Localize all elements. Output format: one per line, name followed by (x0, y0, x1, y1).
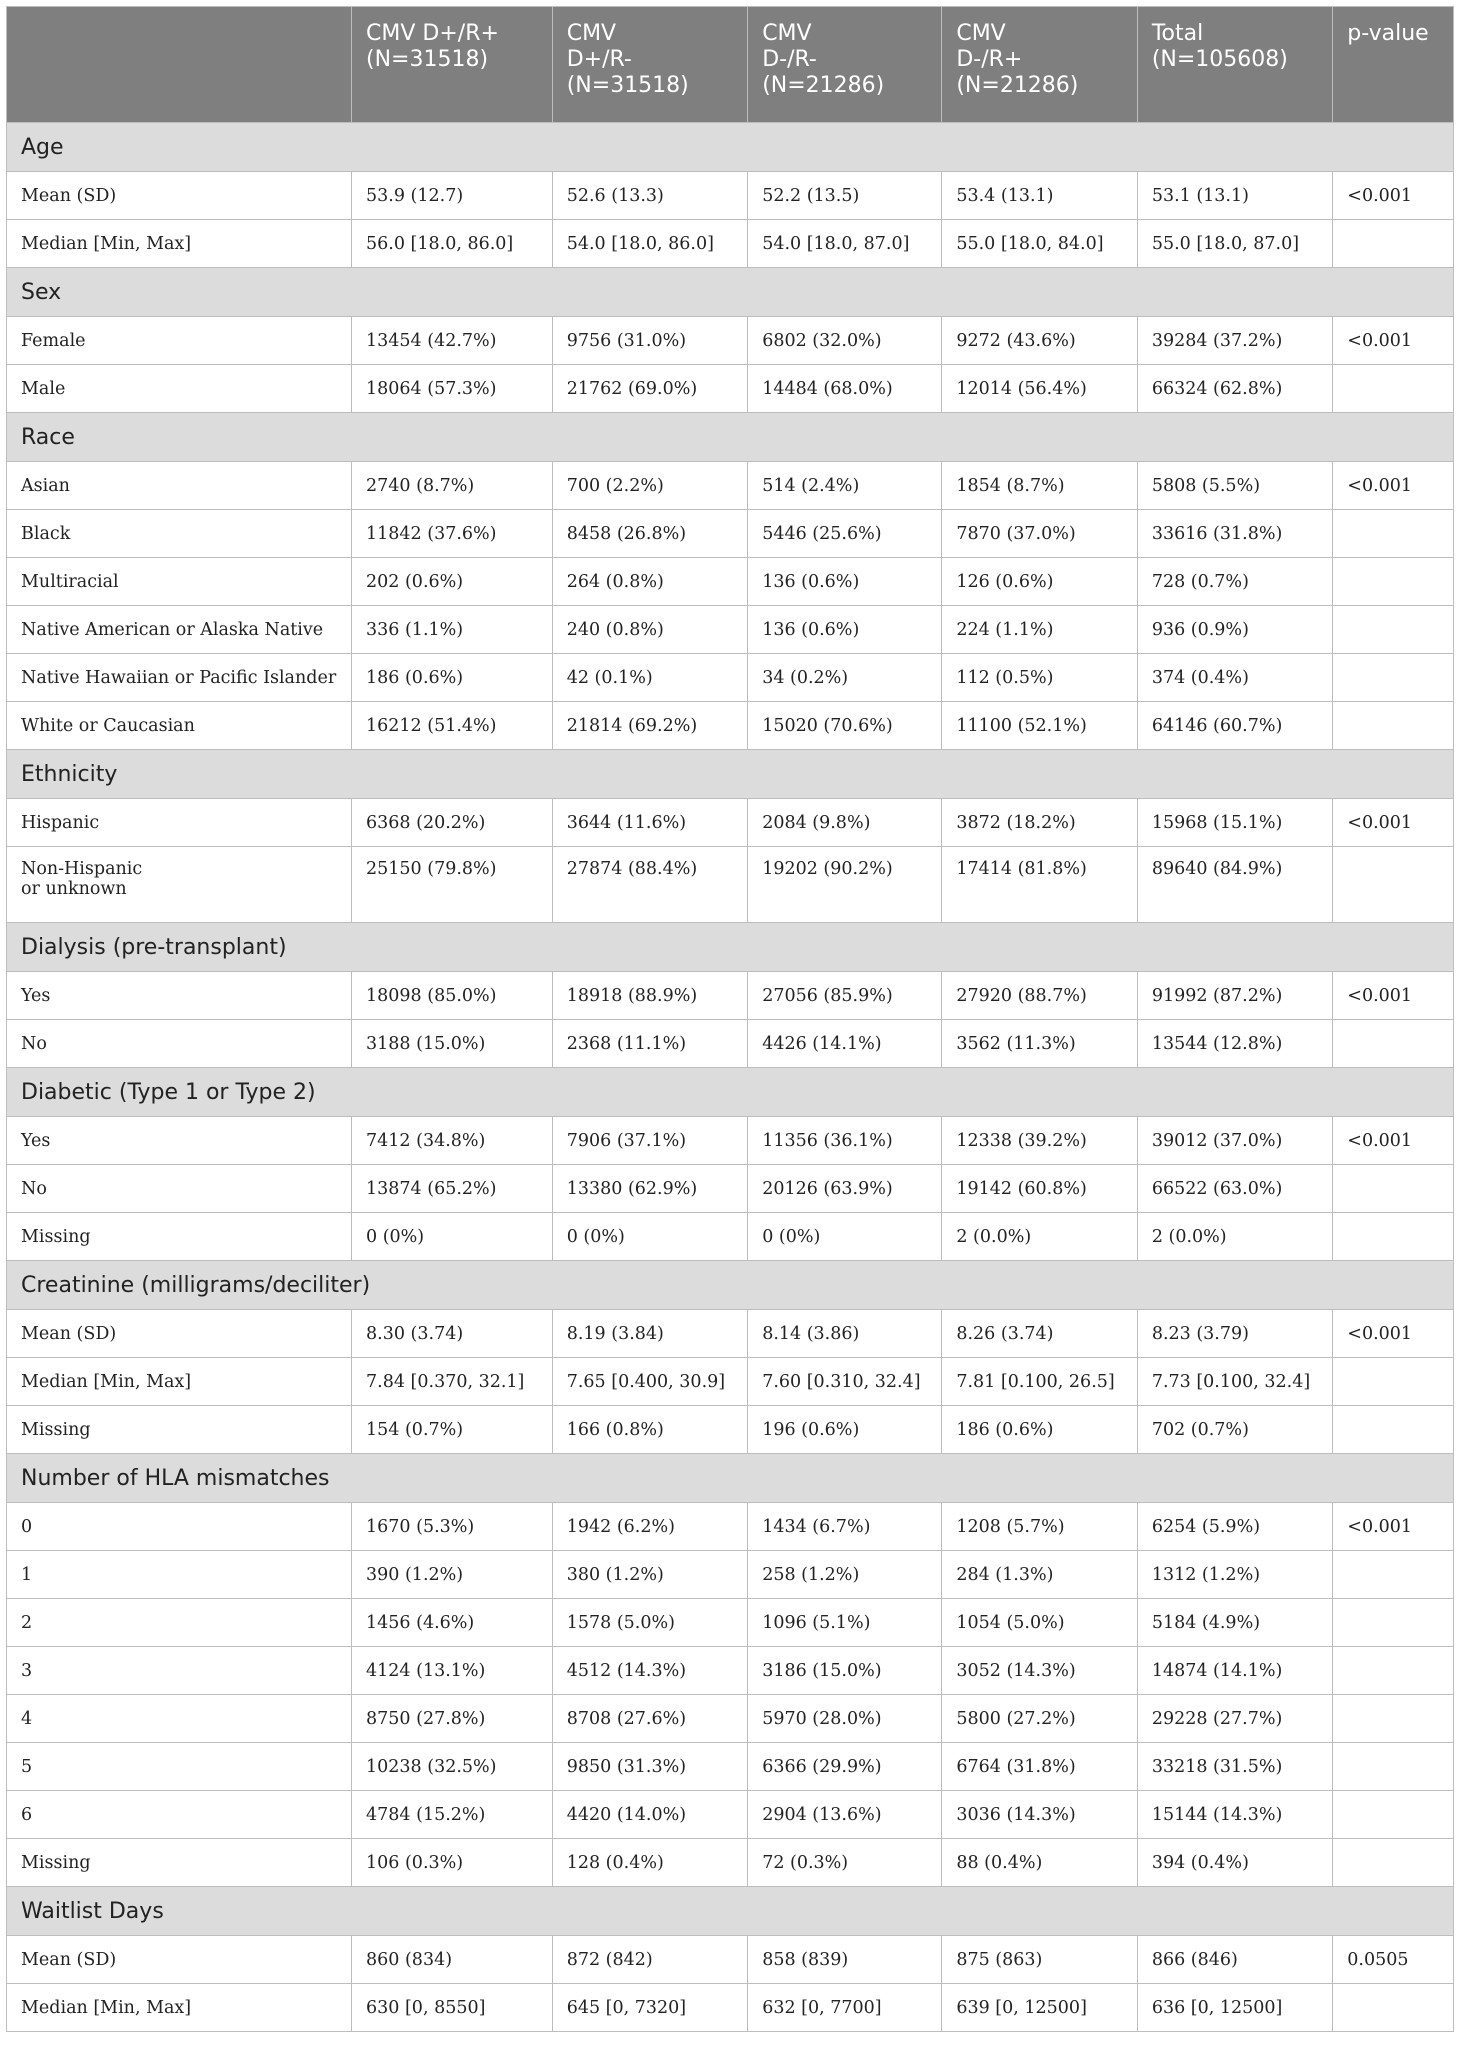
table-cell: 186 (0.6%) (352, 654, 553, 702)
table-cell: 15144 (14.3%) (1137, 1791, 1332, 1839)
table-cell: 6254 (5.9%) (1137, 1503, 1332, 1551)
table-cell: 700 (2.2%) (552, 462, 747, 510)
table-cell: 17414 (81.8%) (942, 847, 1137, 923)
table-cell: 5970 (28.0%) (748, 1695, 942, 1743)
table-cell: 2 (0.0%) (1137, 1213, 1332, 1261)
table-cell: 374 (0.4%) (1137, 654, 1332, 702)
table-cell: 20126 (63.9%) (748, 1165, 942, 1213)
table-row (7, 702, 1454, 750)
table-cell: 872 (842) (552, 1936, 747, 1984)
row-label: Mean (SD) (7, 172, 352, 220)
p-value-cell (1333, 1647, 1454, 1695)
table-cell: 166 (0.8%) (552, 1406, 747, 1454)
p-value-cell (1333, 1984, 1454, 2032)
table-cell: 19142 (60.8%) (942, 1165, 1137, 1213)
table-cell: 8708 (27.6%) (552, 1695, 747, 1743)
p-value-cell: <0.001 (1333, 1117, 1454, 1165)
table-cell: 639 [0, 12500] (942, 1984, 1137, 2032)
table-row (7, 1599, 1454, 1647)
table-cell: 154 (0.7%) (352, 1406, 553, 1454)
row-label: Female (7, 317, 352, 365)
table-cell: 66324 (62.8%) (1137, 365, 1332, 413)
section-title: Number of HLA mismatches (7, 1454, 1454, 1503)
table-cell: 18098 (85.0%) (352, 972, 553, 1020)
table-cell: 33616 (31.8%) (1137, 510, 1332, 558)
p-value-cell (1333, 847, 1454, 923)
table-cell: 858 (839) (748, 1936, 942, 1984)
table-cell: 4512 (14.3%) (552, 1647, 747, 1695)
table-cell: 39012 (37.0%) (1137, 1117, 1332, 1165)
table-cell: 1208 (5.7%) (942, 1503, 1137, 1551)
table-body (7, 123, 1454, 2032)
row-label: No (7, 1020, 352, 1068)
table-cell: 0 (0%) (552, 1213, 747, 1261)
table-cell: 7.60 [0.310, 32.4] (748, 1358, 942, 1406)
section-header-row (7, 1887, 1454, 1936)
column-header (7, 7, 352, 123)
table-cell: 27056 (85.9%) (748, 972, 942, 1020)
table-cell: 66522 (63.0%) (1137, 1165, 1332, 1213)
table-cell: 4426 (14.1%) (748, 1020, 942, 1068)
section-header-row (7, 750, 1454, 799)
table-cell: 6764 (31.8%) (942, 1743, 1137, 1791)
table-cell: 0 (0%) (748, 1213, 942, 1261)
table-cell: 380 (1.2%) (552, 1551, 747, 1599)
table-cell: 4784 (15.2%) (352, 1791, 553, 1839)
table-cell: 1054 (5.0%) (942, 1599, 1137, 1647)
p-value-cell (1333, 1743, 1454, 1791)
row-label: Hispanic (7, 799, 352, 847)
table-cell: 12014 (56.4%) (942, 365, 1137, 413)
section-header-row (7, 1261, 1454, 1310)
table-cell: 645 [0, 7320] (552, 1984, 747, 2032)
table-row (7, 172, 1454, 220)
table-cell: 2904 (13.6%) (748, 1791, 942, 1839)
table-cell: 258 (1.2%) (748, 1551, 942, 1599)
p-value-cell (1333, 220, 1454, 268)
table-cell: 3562 (11.3%) (942, 1020, 1137, 1068)
p-value-cell: <0.001 (1333, 1503, 1454, 1551)
column-header: Total (N=105608) (1137, 7, 1332, 123)
row-label: Mean (SD) (7, 1936, 352, 1984)
table-cell: 2368 (11.1%) (552, 1020, 747, 1068)
column-header: CMV D+/R- (N=31518) (552, 7, 747, 123)
table-cell: 5808 (5.5%) (1137, 462, 1332, 510)
row-label: No (7, 1165, 352, 1213)
section-header-row (7, 413, 1454, 462)
row-label: 4 (7, 1695, 352, 1743)
table-cell: 1854 (8.7%) (942, 462, 1137, 510)
table-cell: 860 (834) (352, 1936, 553, 1984)
table-row (7, 510, 1454, 558)
table-row (7, 558, 1454, 606)
table-cell: 728 (0.7%) (1137, 558, 1332, 606)
p-value-cell (1333, 1213, 1454, 1261)
table-row (7, 1165, 1454, 1213)
p-value-cell (1333, 654, 1454, 702)
p-value-cell (1333, 510, 1454, 558)
table-cell: 13380 (62.9%) (552, 1165, 747, 1213)
row-label: 3 (7, 1647, 352, 1695)
section-header-row (7, 923, 1454, 972)
table-cell: 1456 (4.6%) (352, 1599, 553, 1647)
row-label: Asian (7, 462, 352, 510)
table-cell: 7.65 [0.400, 30.9] (552, 1358, 747, 1406)
table-cell: 4420 (14.0%) (552, 1791, 747, 1839)
table-cell: 16212 (51.4%) (352, 702, 553, 750)
table-cell: 56.0 [18.0, 86.0] (352, 220, 553, 268)
table-cell: 8458 (26.8%) (552, 510, 747, 558)
p-value-cell: <0.001 (1333, 317, 1454, 365)
section-title: Waitlist Days (7, 1887, 1454, 1936)
table-row (7, 1503, 1454, 1551)
baseline-characteristics-table (6, 6, 1454, 2032)
table-cell: 34 (0.2%) (748, 654, 942, 702)
row-label: Median [Min, Max] (7, 1358, 352, 1406)
table-cell: 630 [0, 8550] (352, 1984, 553, 2032)
table-cell: 8750 (27.8%) (352, 1695, 553, 1743)
table-cell: 2740 (8.7%) (352, 462, 553, 510)
row-label: 0 (7, 1503, 352, 1551)
section-header-row (7, 1068, 1454, 1117)
table-container (6, 6, 1454, 2032)
table-cell: 1312 (1.2%) (1137, 1551, 1332, 1599)
row-label: Mean (SD) (7, 1310, 352, 1358)
table-row (7, 1695, 1454, 1743)
row-label: Black (7, 510, 352, 558)
p-value-cell (1333, 1791, 1454, 1839)
table-cell: 13874 (65.2%) (352, 1165, 553, 1213)
table-cell: 5446 (25.6%) (748, 510, 942, 558)
table-cell: 27874 (88.4%) (552, 847, 747, 923)
table-cell: 4124 (13.1%) (352, 1647, 553, 1695)
table-row (7, 1936, 1454, 1984)
table-cell: 39284 (37.2%) (1137, 317, 1332, 365)
table-cell: 54.0 [18.0, 87.0] (748, 220, 942, 268)
row-label: Missing (7, 1839, 352, 1887)
table-cell: 3036 (14.3%) (942, 1791, 1137, 1839)
table-cell: 53.1 (13.1) (1137, 172, 1332, 220)
table-cell: 13544 (12.8%) (1137, 1020, 1332, 1068)
p-value-cell (1333, 1165, 1454, 1213)
table-cell: 3872 (18.2%) (942, 799, 1137, 847)
table-cell: 15968 (15.1%) (1137, 799, 1332, 847)
row-label: 5 (7, 1743, 352, 1791)
table-cell: 52.2 (13.5) (748, 172, 942, 220)
table-row (7, 1117, 1454, 1165)
table-cell: 514 (2.4%) (748, 462, 942, 510)
table-cell: 29228 (27.7%) (1137, 1695, 1332, 1743)
table-cell: 54.0 [18.0, 86.0] (552, 220, 747, 268)
table-row (7, 1791, 1454, 1839)
table-row (7, 972, 1454, 1020)
table-row (7, 462, 1454, 510)
p-value-cell (1333, 1020, 1454, 1068)
table-cell: 64146 (60.7%) (1137, 702, 1332, 750)
p-value-cell (1333, 1551, 1454, 1599)
table-cell: 1942 (6.2%) (552, 1503, 747, 1551)
table-row (7, 220, 1454, 268)
table-row (7, 606, 1454, 654)
p-value-cell: 0.0505 (1333, 1936, 1454, 1984)
row-label: Missing (7, 1213, 352, 1261)
table-cell: 866 (846) (1137, 1936, 1332, 1984)
table-cell: 89640 (84.9%) (1137, 847, 1332, 923)
table-row (7, 1406, 1454, 1454)
table-cell: 53.9 (12.7) (352, 172, 553, 220)
table-row (7, 317, 1454, 365)
table-row (7, 1020, 1454, 1068)
table-cell: 6366 (29.9%) (748, 1743, 942, 1791)
row-label: Male (7, 365, 352, 413)
table-cell: 19202 (90.2%) (748, 847, 942, 923)
table-row (7, 1647, 1454, 1695)
table-cell: 8.19 (3.84) (552, 1310, 747, 1358)
table-row (7, 1310, 1454, 1358)
p-value-cell: <0.001 (1333, 972, 1454, 1020)
table-cell: 196 (0.6%) (748, 1406, 942, 1454)
table-cell: 702 (0.7%) (1137, 1406, 1332, 1454)
p-value-cell (1333, 558, 1454, 606)
table-cell: 8.14 (3.86) (748, 1310, 942, 1358)
table-cell: 3186 (15.0%) (748, 1647, 942, 1695)
row-label: Missing (7, 1406, 352, 1454)
table-row (7, 365, 1454, 413)
table-cell: 394 (0.4%) (1137, 1839, 1332, 1887)
table-cell: 15020 (70.6%) (748, 702, 942, 750)
table-cell: 7.81 [0.100, 26.5] (942, 1358, 1137, 1406)
column-header: CMV D-/R+ (N=21286) (942, 7, 1137, 123)
section-title: Dialysis (pre-transplant) (7, 923, 1454, 972)
table-cell: 7906 (37.1%) (552, 1117, 747, 1165)
table-cell: 1096 (5.1%) (748, 1599, 942, 1647)
p-value-cell: <0.001 (1333, 799, 1454, 847)
table-cell: 136 (0.6%) (748, 606, 942, 654)
section-header-row (7, 1454, 1454, 1503)
section-header-row (7, 268, 1454, 317)
row-label: Yes (7, 972, 352, 1020)
row-label: 6 (7, 1791, 352, 1839)
table-cell: 224 (1.1%) (942, 606, 1137, 654)
table-cell: 264 (0.8%) (552, 558, 747, 606)
p-value-cell (1333, 1599, 1454, 1647)
table-cell: 1578 (5.0%) (552, 1599, 747, 1647)
table-row (7, 1358, 1454, 1406)
table-cell: 27920 (88.7%) (942, 972, 1137, 1020)
table-cell: 5800 (27.2%) (942, 1695, 1137, 1743)
table-row (7, 799, 1454, 847)
table-cell: 5184 (4.9%) (1137, 1599, 1332, 1647)
table-cell: 72 (0.3%) (748, 1839, 942, 1887)
table-cell: 1434 (6.7%) (748, 1503, 942, 1551)
row-label: Median [Min, Max] (7, 220, 352, 268)
table-cell: 88 (0.4%) (942, 1839, 1137, 1887)
table-cell: 6802 (32.0%) (748, 317, 942, 365)
table-cell: 126 (0.6%) (942, 558, 1137, 606)
table-cell: 632 [0, 7700] (748, 1984, 942, 2032)
table-cell: 2 (0.0%) (942, 1213, 1137, 1261)
table-cell: 7412 (34.8%) (352, 1117, 553, 1165)
table-cell: 128 (0.4%) (552, 1839, 747, 1887)
table-cell: 53.4 (13.1) (942, 172, 1137, 220)
table-cell: 55.0 [18.0, 84.0] (942, 220, 1137, 268)
section-title: Sex (7, 268, 1454, 317)
table-cell: 14874 (14.1%) (1137, 1647, 1332, 1695)
table-cell: 9850 (31.3%) (552, 1743, 747, 1791)
table-cell: 390 (1.2%) (352, 1551, 553, 1599)
table-cell: 875 (863) (942, 1936, 1137, 1984)
p-value-cell: <0.001 (1333, 1310, 1454, 1358)
table-cell: 55.0 [18.0, 87.0] (1137, 220, 1332, 268)
column-header: CMV D+/R+ (N=31518) (352, 7, 553, 123)
table-cell: 7.73 [0.100, 32.4] (1137, 1358, 1332, 1406)
table-cell: 8.30 (3.74) (352, 1310, 553, 1358)
row-label: Non-Hispanic or unknown (7, 847, 352, 923)
table-cell: 12338 (39.2%) (942, 1117, 1137, 1165)
table-cell: 21762 (69.0%) (552, 365, 747, 413)
table-cell: 3188 (15.0%) (352, 1020, 553, 1068)
p-value-cell (1333, 365, 1454, 413)
table-cell: 6368 (20.2%) (352, 799, 553, 847)
table-cell: 186 (0.6%) (942, 1406, 1137, 1454)
table-cell: 8.26 (3.74) (942, 1310, 1137, 1358)
section-title: Creatinine (milligrams/deciliter) (7, 1261, 1454, 1310)
section-title: Diabetic (Type 1 or Type 2) (7, 1068, 1454, 1117)
table-cell: 7870 (37.0%) (942, 510, 1137, 558)
section-header-row (7, 123, 1454, 172)
table-row (7, 1551, 1454, 1599)
table-row (7, 1743, 1454, 1791)
p-value-cell (1333, 606, 1454, 654)
table-cell: 9272 (43.6%) (942, 317, 1137, 365)
table-cell: 136 (0.6%) (748, 558, 942, 606)
table-cell: 112 (0.5%) (942, 654, 1137, 702)
p-value-cell: <0.001 (1333, 172, 1454, 220)
p-value-cell (1333, 1839, 1454, 1887)
table-cell: 21814 (69.2%) (552, 702, 747, 750)
table-cell: 18918 (88.9%) (552, 972, 747, 1020)
table-cell: 106 (0.3%) (352, 1839, 553, 1887)
table-cell: 284 (1.3%) (942, 1551, 1137, 1599)
section-title: Ethnicity (7, 750, 1454, 799)
table-cell: 91992 (87.2%) (1137, 972, 1332, 1020)
p-value-cell (1333, 1406, 1454, 1454)
table-cell: 636 [0, 12500] (1137, 1984, 1332, 2032)
row-label: 2 (7, 1599, 352, 1647)
table-cell: 336 (1.1%) (352, 606, 553, 654)
table-cell: 936 (0.9%) (1137, 606, 1332, 654)
table-row (7, 654, 1454, 702)
table-cell: 14484 (68.0%) (748, 365, 942, 413)
row-label: 1 (7, 1551, 352, 1599)
table-row (7, 847, 1454, 923)
table-cell: 13454 (42.7%) (352, 317, 553, 365)
table-cell: 7.84 [0.370, 32.1] (352, 1358, 553, 1406)
row-label: Multiracial (7, 558, 352, 606)
table-cell: 9756 (31.0%) (552, 317, 747, 365)
table-cell: 2084 (9.8%) (748, 799, 942, 847)
table-cell: 1670 (5.3%) (352, 1503, 553, 1551)
table-cell: 18064 (57.3%) (352, 365, 553, 413)
table-cell: 240 (0.8%) (552, 606, 747, 654)
column-header: p-value (1333, 7, 1454, 123)
row-label: Native Hawaiian or Pacific Islander (7, 654, 352, 702)
section-title: Age (7, 123, 1454, 172)
table-cell: 33218 (31.5%) (1137, 1743, 1332, 1791)
table-cell: 11100 (52.1%) (942, 702, 1137, 750)
table-cell: 11356 (36.1%) (748, 1117, 942, 1165)
table-cell: 25150 (79.8%) (352, 847, 553, 923)
table-cell: 11842 (37.6%) (352, 510, 553, 558)
row-label: White or Caucasian (7, 702, 352, 750)
table-cell: 3644 (11.6%) (552, 799, 747, 847)
table-cell: 0 (0%) (352, 1213, 553, 1261)
table-cell: 10238 (32.5%) (352, 1743, 553, 1791)
section-title: Race (7, 413, 1454, 462)
column-header: CMV D-/R- (N=21286) (748, 7, 942, 123)
table-cell: 202 (0.6%) (352, 558, 553, 606)
row-label: Median [Min, Max] (7, 1984, 352, 2032)
p-value-cell (1333, 1358, 1454, 1406)
p-value-cell: <0.001 (1333, 462, 1454, 510)
p-value-cell (1333, 702, 1454, 750)
table-cell: 8.23 (3.79) (1137, 1310, 1332, 1358)
table-row (7, 1839, 1454, 1887)
row-label: Native American or Alaska Native (7, 606, 352, 654)
table-cell: 3052 (14.3%) (942, 1647, 1137, 1695)
table-cell: 52.6 (13.3) (552, 172, 747, 220)
header-row (7, 7, 1454, 123)
table-row (7, 1984, 1454, 2032)
p-value-cell (1333, 1695, 1454, 1743)
table-cell: 42 (0.1%) (552, 654, 747, 702)
table-row (7, 1213, 1454, 1261)
row-label: Yes (7, 1117, 352, 1165)
